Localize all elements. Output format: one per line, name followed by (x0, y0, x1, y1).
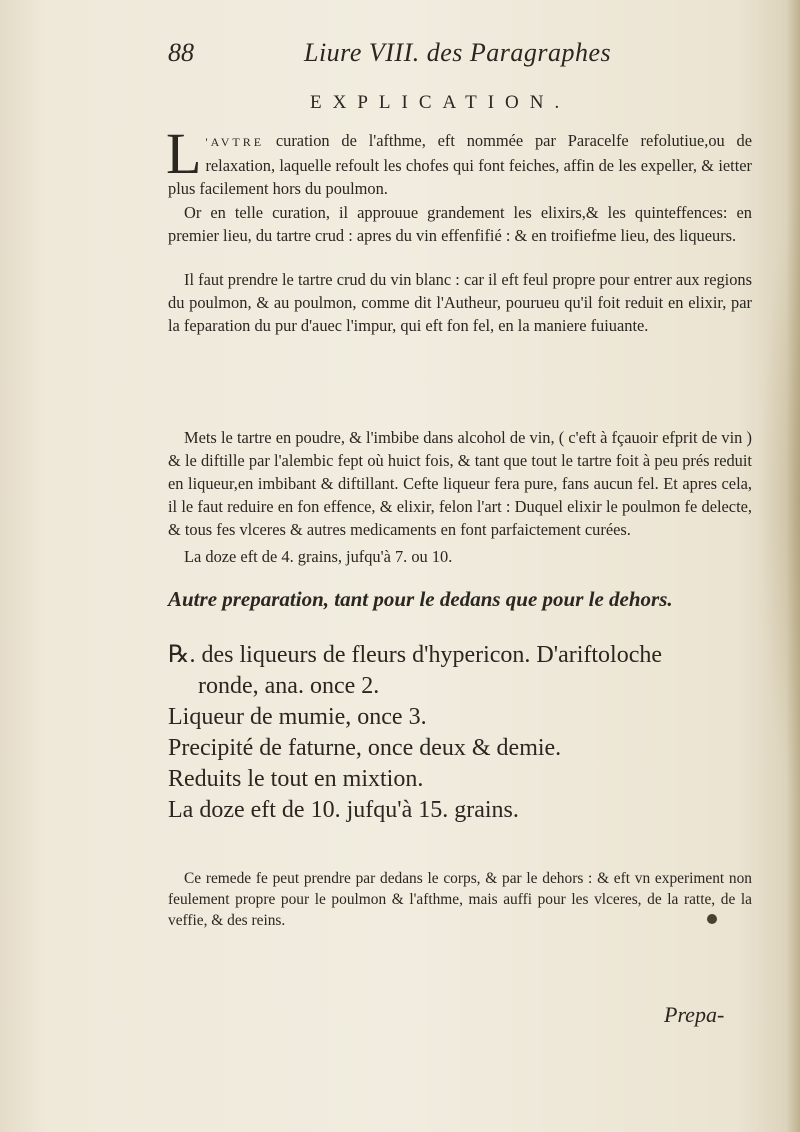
catchword: Prepa- (664, 1002, 725, 1027)
recipe-line: Reduits le tout en mixtion. (168, 766, 424, 792)
paragraph-1 (166, 121, 752, 200)
recipe-line: Liqueur de mumie, once 3. (168, 704, 427, 730)
paragraph-3: Il faut prendre le tartre crud du vin blanc : car il eft feul propre pour entrer aux regions du poulmon, & au poulmon, comme dit l'Autheur, pourueu qu'il foit reduit en elixir, par la feparation du pur d'auec l'impur, qui eft fon fel, en la maniere fuiuante. (168, 270, 752, 335)
drop-cap: L (166, 121, 202, 186)
recipe-block (168, 640, 768, 826)
running-title: Liure VIII. des Paragraphes (304, 38, 612, 67)
ink-blot-ornament (706, 913, 718, 925)
page-edge-shadow (786, 0, 800, 1132)
paragraph-5-dose: La doze eft de 4. grains, jufqu'à 7. ou 10. (184, 547, 453, 566)
paragraph-4: Mets le tartre en poudre, & l'imbibe dans alcohol de vin, ( c'eft à fçauoir efprit de vin ) & le diftille par l'alembic fept où huict fois, & tant que tout le tartre foit à peu prés reduit en liqueur,en imbibant & diftillant. Cefte liqueur fera pure, fans aucun fel. Et apres cela, il le faut reduire en fon effence, & elixir, felon l'art : Duquel elixir le poulmon fe delecte, & tous fes vlceres & autres medicaments en font parfaictement curées. (168, 428, 752, 539)
section-title: EXPLICATION. (310, 92, 571, 113)
recipe-line: ℞. des liqueurs de fleurs d'hypericon. D'ariftoloche (168, 642, 663, 668)
recipe-line: La doze eft de 10. jufqu'à 15. grains. (168, 797, 519, 823)
page-number: 88 (168, 38, 194, 67)
remedy-note: Ce remede fe peut prendre par dedans le corps, & par le dehors : & eft vn experiment non feulement propre pour le poulmon & l'afthme, mais auffi pour les vlceres, de la ratte, de la veffie, & des reins. (168, 870, 752, 929)
paragraph-1-text: curation de l'afthme, eft nommée par Paracelfe refolutiue,ou de relaxation, laquelle refoult les chofes qui font feiches, affin de les expeller, & ietter plus facilement hors du poulmon. (168, 131, 752, 198)
page-header (168, 34, 680, 74)
subheading: Autre preparation, tant pour le dedans que pour le dehors. (168, 587, 673, 611)
recipe-line: ronde, ana. once 2. (198, 673, 380, 699)
recipe-line: Precipité de faturne, once deux & demie. (168, 735, 562, 761)
small-caps-opening: 'AVTRE (205, 135, 265, 149)
paragraph-2: Or en telle curation, il approuue grandement les elixirs,& les quinteffences: en premier lieu, du tartre crud : apres du vin effenfifié : & en troifiefme lieu, des liqueurs. (168, 203, 752, 245)
